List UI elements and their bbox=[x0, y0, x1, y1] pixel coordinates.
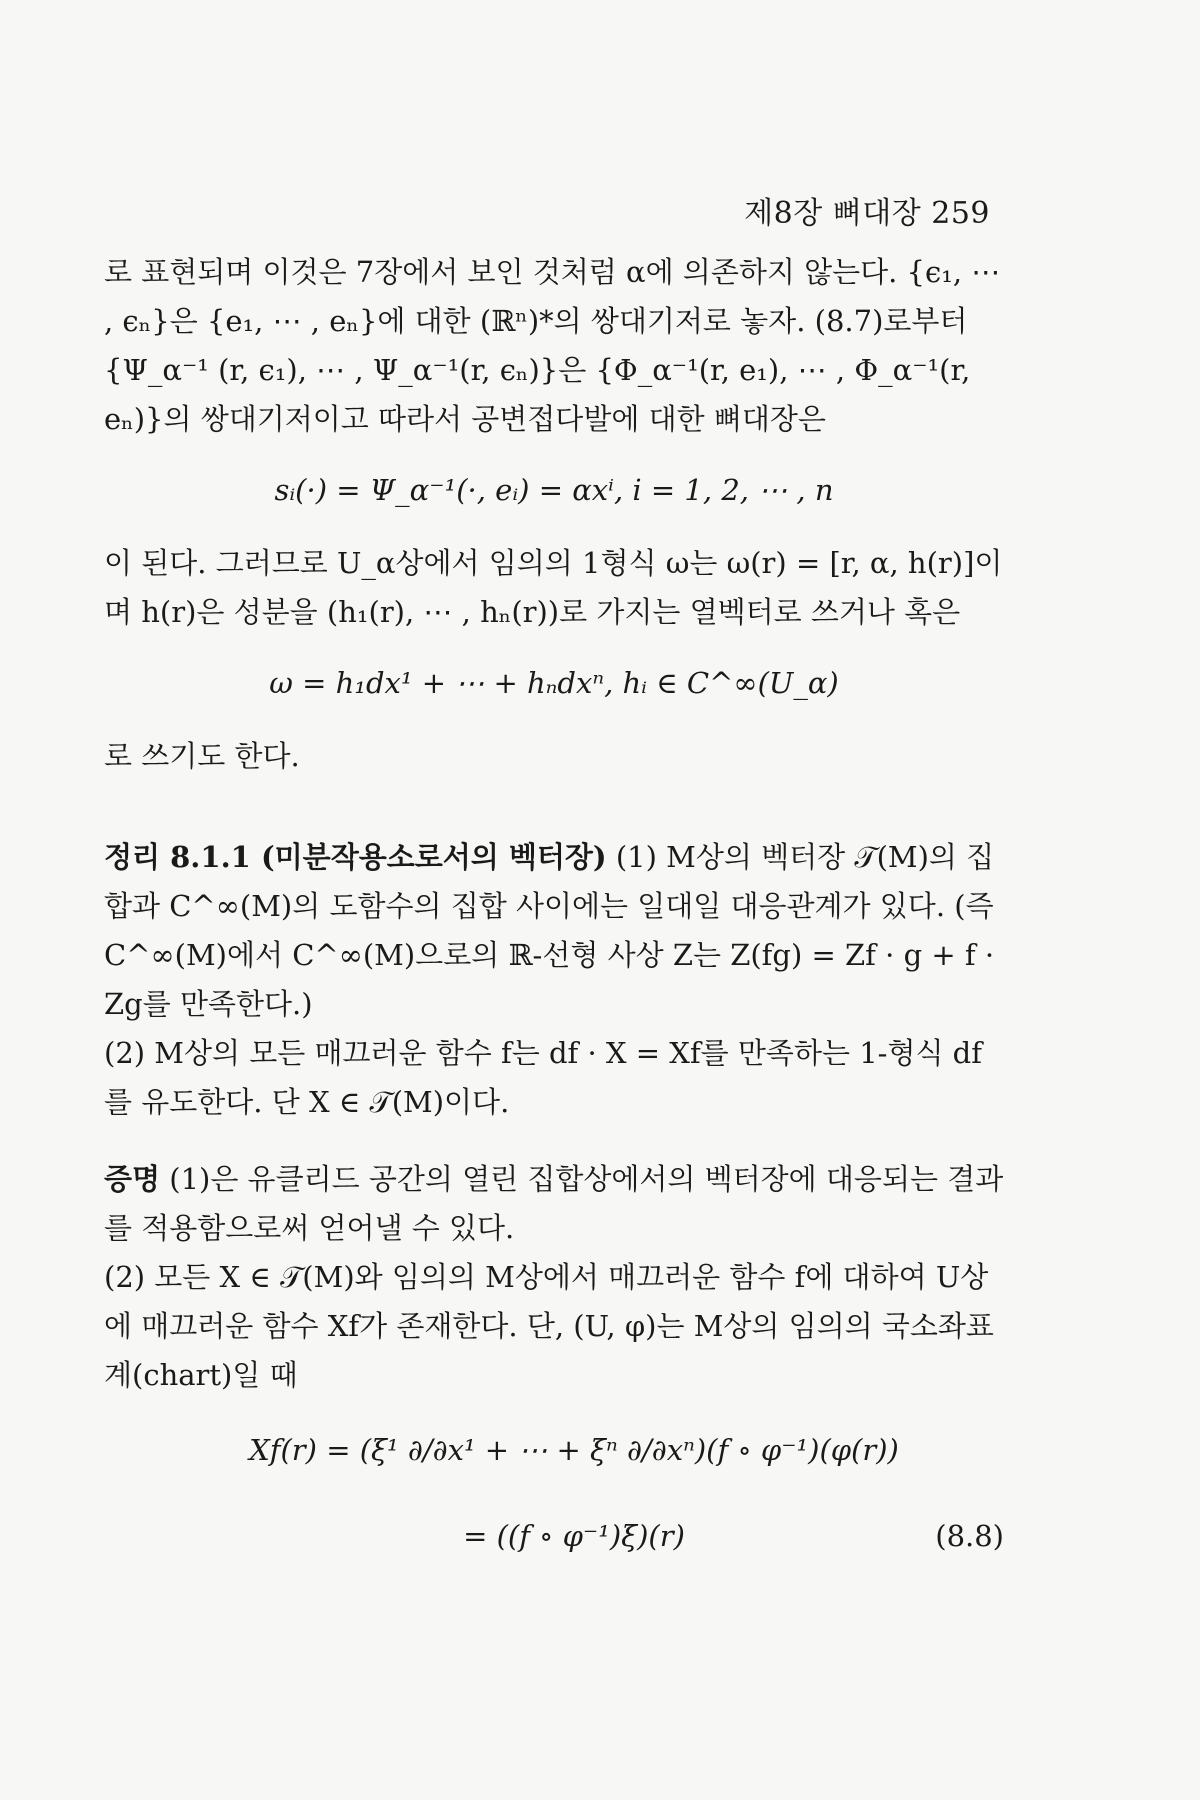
equation-frame-fields: sᵢ(·) = Ψ_α⁻¹(·, eᵢ) = αxⁱ, i = 1, 2, ⋯ , n bbox=[274, 473, 834, 507]
proof-part-1: (1)은 유클리드 공간의 열린 집합상에서의 벡터장에 대응되는 결과를 적용함으로써 얻어낼 수 있다. bbox=[104, 1162, 1004, 1245]
page-body bbox=[104, 248, 1004, 1561]
proof-heading: 증명 bbox=[104, 1162, 161, 1196]
paragraph-1: 로 표현되며 이것은 7장에서 보인 것처럼 α에 의존하지 않는다. {ϵ₁, ⋯ , ϵₙ}은 {e₁, ⋯ , eₙ}에 대한 (ℝⁿ)*의 쌍대기저로 놓자. (8.7)로부터 {Ψ_α⁻¹ (r, ϵ₁), ⋯ , Ψ_α⁻¹(r, ϵₙ)}은 {Φ_α⁻¹(r, e₁), ⋯ , Φ_α⁻¹(r, eₙ)}의 쌍대기저이고 따라서 공변접다발에 대한 뼈대장은 bbox=[104, 255, 1001, 436]
equation-8-8-line-1: Xf(r) = (ξ¹ ∂/∂x¹ + ⋯ + ξⁿ ∂/∂xⁿ)(f ∘ φ⁻¹)(φ(r)) bbox=[249, 1433, 899, 1467]
paragraph-3: 로 쓰기도 한다. bbox=[104, 739, 300, 773]
equation-8-8-line-2 bbox=[104, 1512, 1004, 1561]
equation-one-form: ω = h₁dx¹ + ⋯ + hₙdxⁿ, hᵢ ∈ C^∞(U_α) bbox=[269, 666, 839, 700]
equation-8-8 bbox=[104, 1422, 1004, 1561]
paragraph-2: 이 된다. 그러므로 U_α상에서 임의의 1형식 ω는 ω(r) = [r, α, h(r)]이며 h(r)은 성분을 (h₁(r), ⋯ , hₙ(r))로 가지는 열벡터로 쓰거나 혹은 bbox=[104, 546, 1003, 629]
proof-paragraph-1 bbox=[104, 1155, 1004, 1253]
theorem-heading: 정리 8.1.1 (미분작용소로서의 벡터장) bbox=[104, 840, 607, 874]
running-head: 제8장 뼈대장 259 bbox=[744, 196, 990, 231]
theorem-paragraph-1 bbox=[104, 833, 1004, 1029]
theorem-part-2: (2) M상의 모든 매끄러운 함수 f는 df · X = Xf를 만족하는 1-형식 df를 유도한다. 단 X ∈ 𝒯(M)이다. bbox=[104, 1036, 982, 1119]
theorem-part-1: (1) M상의 벡터장 𝒯(M)의 집합과 C^∞(M)의 도함수의 집합 사이에는 일대일 대응관계가 있다. (즉 C^∞(M)에서 C^∞(M)으로의 ℝ-선형 사상 Z는 Z(fg) = Zf · g + f · Zg를 만족한다.) bbox=[104, 840, 995, 1021]
proof-part-2: (2) 모든 X ∈ 𝒯(M)와 임의의 M상에서 매끄러운 함수 f에 대하여 U상에 매끄러운 함수 Xf가 존재한다. 단, (U, φ)는 M상의 임의의 국소좌표계(chart)일 때 bbox=[104, 1260, 994, 1392]
equation-8-8-rhs: = ((f ∘ φ⁻¹)ξ)(r) bbox=[463, 1519, 685, 1553]
equation-number: (8.8) bbox=[935, 1519, 1004, 1553]
